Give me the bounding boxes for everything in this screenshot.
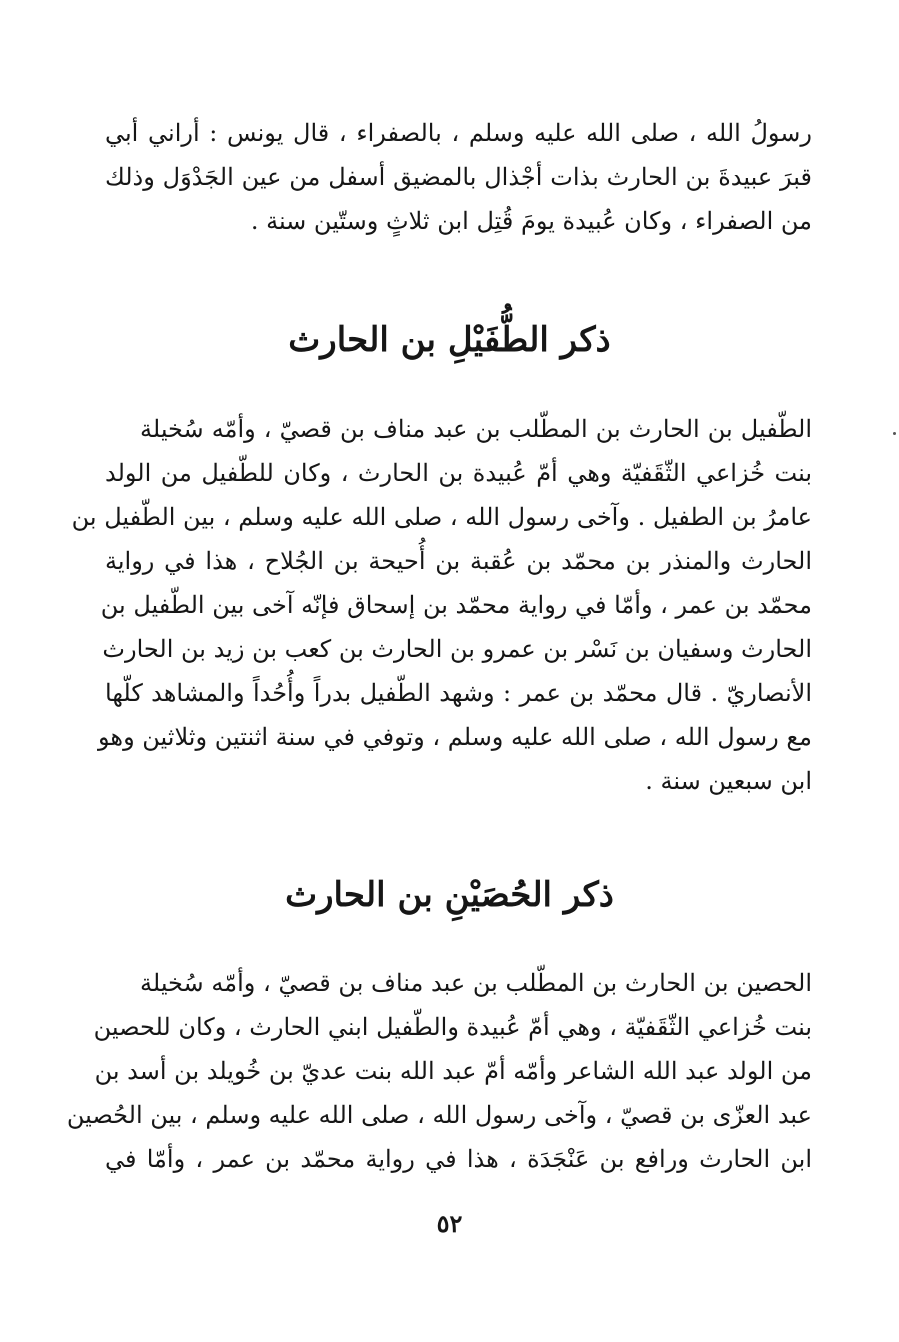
text-line: من الصفراء ، وكان عُبيدة يومَ قُتِل ابن ثلاثٍ وستّين سنة . [250, 207, 812, 235]
text-line: الحصين بن الحارث بن المطّلب بن عبد مناف بن قصيّ ، وأمّه سُخيلة [140, 969, 812, 997]
text-line: الأنصاريّ . قال محمّد بن عمر : وشهد الطّفيل بدراً وأُحُداً والمشاهد كلّها [105, 679, 812, 707]
text-line: الحارث وسفيان بن نَسْر بن عمرو بن الحارث بن كعب بن زيد بن الحارث [102, 635, 812, 663]
text-line: مع رسول الله ، صلى الله عليه وسلم ، وتوفي في سنة اثنتين وثلاثين وهو [98, 723, 812, 751]
text-line: بنت خُزاعي الثّقَفيّة وهي أمّ عُبيدة بن الحارث ، وكان للطّفيل من الولد [105, 459, 812, 487]
text-line: عبد العزّى بن قصيّ ، وآخى رسول الله ، صلى الله عليه وسلم ، بين الحُصين [66, 1101, 812, 1129]
section-heading-husayn: ذكر الحُصَيْنِ بن الحارث [285, 875, 614, 915]
text-line: الحارث والمنذر بن محمّد بن عُقبة بن أُحيحة بن الجُلاح ، هذا في رواية [105, 547, 812, 575]
text-line: محمّد بن عمر ، وأمّا في رواية محمّد بن إسحاق فإنّه آخى بين الطّفيل بن [100, 591, 812, 619]
text-line: رسولُ الله ، صلى الله عليه وسلم ، بالصفراء ، قال يونس : أراني أبي [105, 119, 812, 147]
scan-speck [893, 432, 896, 435]
text-line: بنت خُزاعي الثّقَفيّة ، وهي أمّ عُبيدة والطّفيل ابني الحارث ، وكان للحصين [93, 1013, 812, 1041]
text-line: قبرَ عبيدةَ بن الحارث بذات أجْذال بالمضيق أسفل من عين الجَدْوَل وذلك [105, 163, 812, 191]
text-line: ابن الحارث ورافع بن عَنْجَدَة ، هذا في رواية محمّد بن عمر ، وأمّا في [105, 1145, 812, 1173]
text-line: من الولد عبد الله الشاعر وأمّه أمّ عبد الله بنت عديّ بن خُويلد بن أسد بن [94, 1057, 812, 1085]
text-line: ابن سبعين سنة . [645, 767, 812, 795]
text-line: الطّفيل بن الحارث بن المطّلب بن عبد مناف بن قصيّ ، وأمّه سُخيلة [140, 415, 812, 443]
page-number: ٥٢ [436, 1209, 463, 1238]
section-heading-tufayl: ذكر الطُّفَيْلِ بن الحارث [288, 320, 611, 360]
text-line: عامرُ بن الطفيل . وآخى رسول الله ، صلى الله عليه وسلم ، بين الطّفيل بن [71, 503, 812, 531]
